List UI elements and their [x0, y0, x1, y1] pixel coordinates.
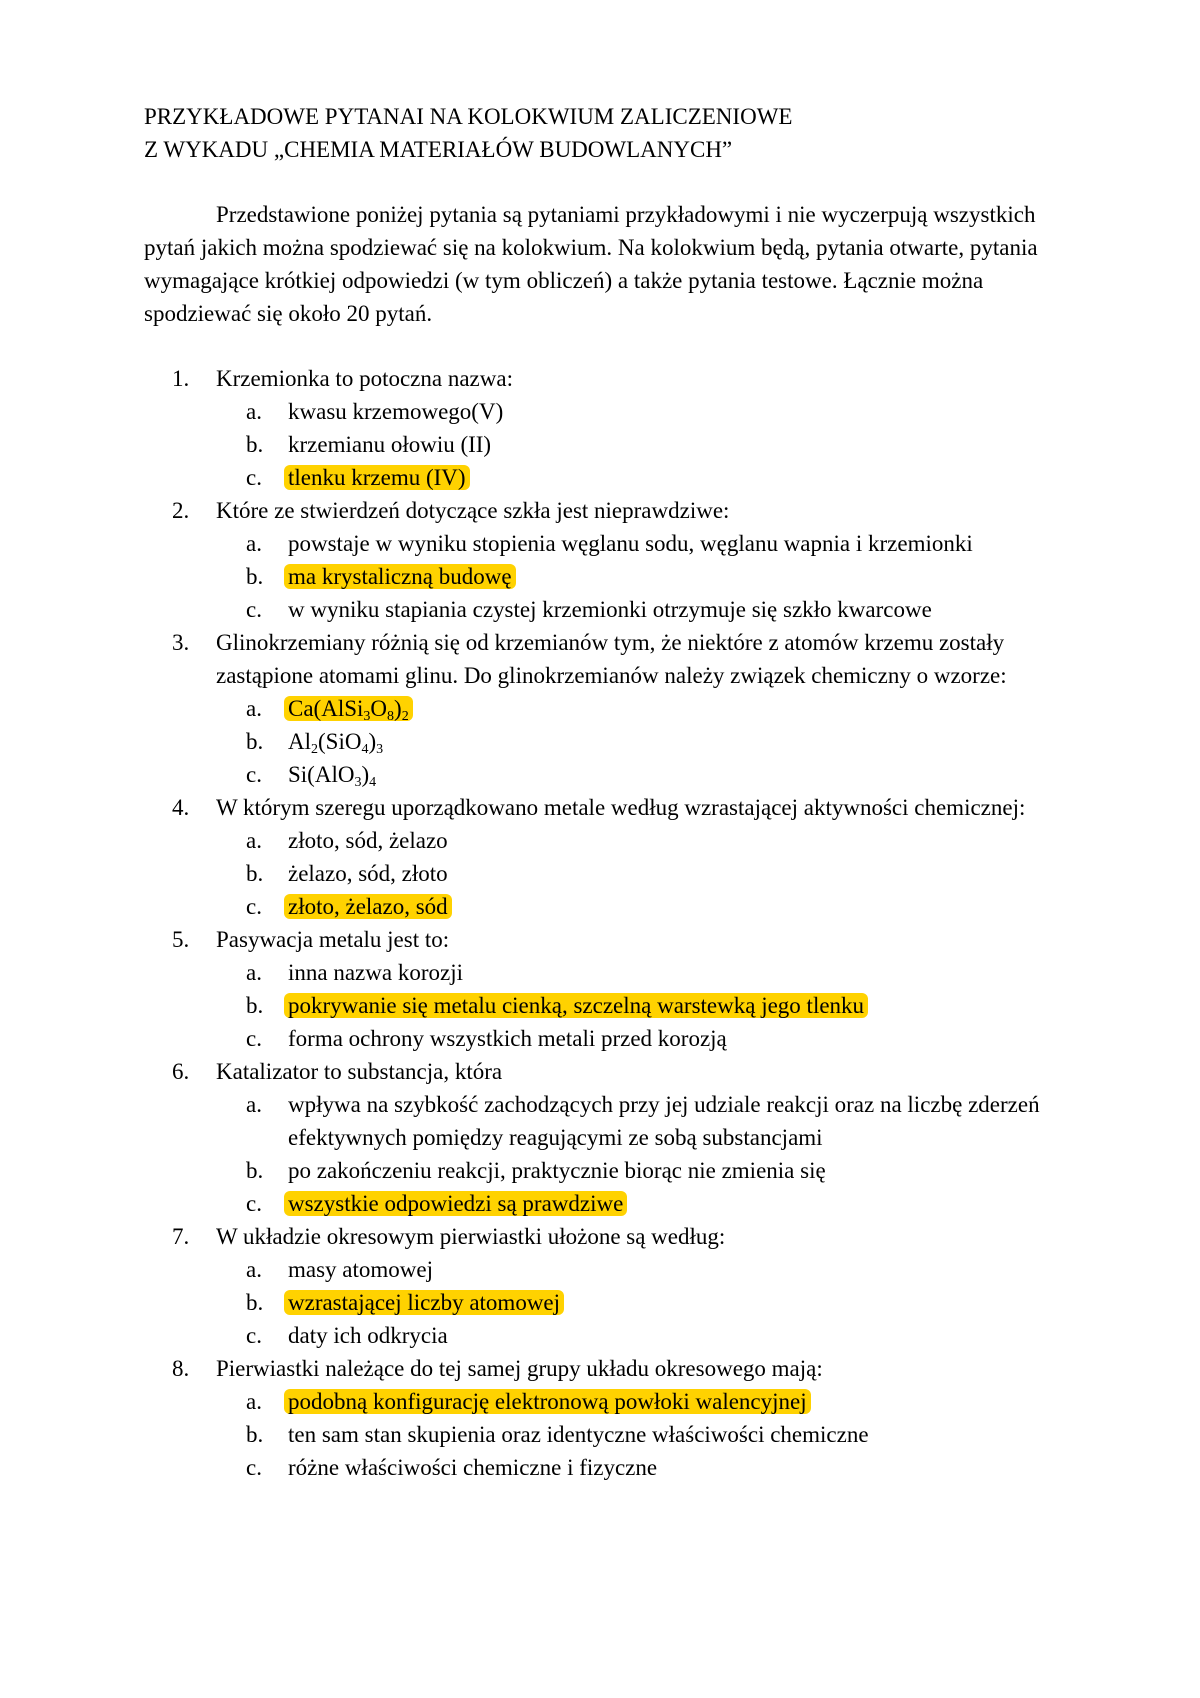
- answer-option: [216, 857, 1060, 890]
- answer-option: [216, 890, 1060, 923]
- question-list: [144, 362, 1060, 1484]
- question-number: 4.: [172, 795, 190, 820]
- answer-letter: b.: [246, 861, 264, 886]
- answer-letter: c.: [246, 597, 262, 622]
- answer-option: [216, 1418, 1060, 1451]
- question-text: Pierwiastki należące do tej samej grupy układu okresowego mają:: [216, 1356, 823, 1381]
- formula-subscript: 8: [387, 709, 395, 724]
- chemical-formula: [288, 729, 384, 757]
- answer-letter: c.: [246, 1191, 262, 1216]
- answer-option: [216, 461, 1060, 494]
- formula-subscript: 2: [401, 709, 409, 724]
- answer-list: [216, 1253, 1060, 1352]
- formula-part: (SiO: [318, 729, 362, 754]
- question-text: W układzie okresowym pierwiastki ułożone są według:: [216, 1224, 726, 1249]
- document-title: [144, 100, 1060, 166]
- intro-paragraph: Przedstawione poniżej pytania są pytaniami przykładowymi i nie wyczerpują wszystkich pytań jakich można spodziewać się na kolokwium. Na kolokwium będą, pytania otwarte, pytania wymagające krótkiej odpowiedzi (w tym obliczeń) a także pytania testowe. Łącznie można spodziewać się około 20 pytań.: [144, 202, 1038, 326]
- answer-option: [216, 1451, 1060, 1484]
- answer-text: krzemianu ołowiu (II): [288, 432, 492, 457]
- highlighted-answer-text: wzrastającej liczby atomowej: [284, 1290, 564, 1315]
- question-text: Pasywacja metalu jest to:: [216, 927, 450, 952]
- answer-list: [216, 1385, 1060, 1484]
- formula-part: Si(AlO: [288, 762, 355, 787]
- question-item: [144, 494, 1060, 626]
- answer-text: różne właściwości chemiczne i fizyczne: [288, 1455, 658, 1480]
- question-number: 6.: [172, 1059, 190, 1084]
- formula-part: Al: [288, 729, 311, 754]
- highlighted-answer-text: tlenku krzemu (IV): [284, 465, 470, 490]
- question-text: Które ze stwierdzeń dotyczące szkła jest nieprawdziwe:: [216, 498, 730, 523]
- answer-text: powstaje w wyniku stopienia węglanu sodu, węglanu wapnia i krzemionki: [288, 531, 973, 556]
- answer-letter: b.: [246, 1158, 264, 1183]
- answer-letter: c.: [246, 894, 262, 919]
- highlighted-chemical-formula: [284, 696, 413, 724]
- answer-text: ten sam stan skupienia oraz identyczne właściwości chemiczne: [288, 1422, 869, 1447]
- answer-option: [216, 1319, 1060, 1352]
- formula-part: ): [368, 729, 377, 754]
- highlighted-answer-text: podobną konfigurację elektronową powłoki walencyjnej: [284, 1389, 811, 1414]
- question-item: [144, 923, 1060, 1055]
- formula-subscript: 4: [369, 775, 377, 790]
- question-number: 8.: [172, 1356, 190, 1381]
- question-number: 7.: [172, 1224, 190, 1249]
- answer-option: [216, 824, 1060, 857]
- question-text: Katalizator to substancja, która: [216, 1059, 503, 1084]
- answer-letter: b.: [246, 432, 264, 457]
- answer-letter: c.: [246, 762, 262, 787]
- answer-letter: a.: [246, 1257, 262, 1282]
- answer-list: [216, 824, 1060, 923]
- answer-option: [216, 593, 1060, 626]
- answer-option: [216, 1286, 1060, 1319]
- answer-option: [216, 1253, 1060, 1286]
- answer-option: [216, 692, 1060, 725]
- answer-letter: a.: [246, 1092, 262, 1117]
- formula-part: ): [394, 696, 402, 721]
- answer-letter: b.: [246, 564, 264, 589]
- answer-letter: c.: [246, 465, 262, 490]
- answer-letter: a.: [246, 531, 262, 556]
- question-number: 3.: [172, 630, 190, 655]
- title-line-2: Z WYKADU „CHEMIA MATERIAŁÓW BUDOWLANYCH”: [144, 137, 733, 162]
- highlighted-answer-text: złoto, żelazo, sód: [284, 894, 452, 919]
- question-text: Glinokrzemiany różnią się od krzemianów tym, że niektóre z atomów krzemu zostały zastąpione atomami glinu. Do glinokrzemianów należy związek chemiczny o wzorze:: [216, 630, 1007, 688]
- answer-letter: b.: [246, 729, 264, 754]
- answer-option: [216, 560, 1060, 593]
- formula-subscript: 2: [311, 742, 318, 757]
- formula-part: ): [361, 762, 370, 787]
- answer-option: [216, 1154, 1060, 1187]
- formula-part: Ca(AlSi: [288, 696, 364, 721]
- answer-text: forma ochrony wszystkich metali przed korozją: [288, 1026, 727, 1051]
- question-item: [144, 362, 1060, 494]
- question-item: [144, 1220, 1060, 1352]
- answer-option: [216, 1022, 1060, 1055]
- answer-letter: b.: [246, 1290, 264, 1315]
- answer-letter: a.: [246, 960, 262, 985]
- answer-option: [216, 989, 1060, 1022]
- highlighted-answer-text: ma krystaliczną budowę: [284, 564, 516, 589]
- highlighted-answer-text: pokrywanie się metalu cienką, szczelną warstewką jego tlenku: [284, 993, 868, 1018]
- formula-subscript: 3: [376, 742, 384, 757]
- answer-letter: a.: [246, 399, 262, 424]
- formula-subscript: 3: [363, 709, 371, 724]
- answer-text: kwasu krzemowego(V): [288, 399, 504, 424]
- formula-subscript: 3: [354, 775, 362, 790]
- answer-option: [216, 758, 1060, 791]
- answer-letter: a.: [246, 696, 262, 721]
- answer-letter: c.: [246, 1455, 262, 1480]
- answer-list: [216, 527, 1060, 626]
- title-line-1: PRZYKŁADOWE PYTANAI NA KOLOKWIUM ZALICZENIOWE: [144, 104, 793, 129]
- answer-text: w wyniku stapiania czystej krzemionki otrzymuje się szkło kwarcowe: [288, 597, 932, 622]
- answer-list: [216, 956, 1060, 1055]
- answer-option: [216, 1385, 1060, 1418]
- answer-text: po zakończeniu reakcji, praktycznie biorąc nie zmienia się: [288, 1158, 826, 1183]
- answer-option: [216, 527, 1060, 560]
- answer-option: [216, 1187, 1060, 1220]
- answer-text: złoto, sód, żelazo: [288, 828, 448, 853]
- answer-letter: b.: [246, 993, 264, 1018]
- answer-letter: c.: [246, 1323, 262, 1348]
- question-number: 5.: [172, 927, 190, 952]
- question-item: [144, 626, 1060, 791]
- answer-letter: a.: [246, 828, 262, 853]
- answer-option: [216, 725, 1060, 758]
- question-item: [144, 1352, 1060, 1484]
- answer-text: wpływa na szybkość zachodzących przy jej udziale reakcji oraz na liczbę zderzeń efektywnych pomiędzy reagującymi ze sobą substancjami: [288, 1092, 1040, 1150]
- answer-text: inna nazwa korozji: [288, 960, 463, 985]
- answer-text: daty ich odkrycia: [288, 1323, 448, 1348]
- answer-option: [216, 395, 1060, 428]
- answer-letter: b.: [246, 1422, 264, 1447]
- formula-subscript: 4: [361, 742, 369, 757]
- answer-letter: c.: [246, 1026, 262, 1051]
- answer-option: [216, 1088, 1060, 1154]
- answer-text: żelazo, sód, złoto: [288, 861, 448, 886]
- question-item: [144, 791, 1060, 923]
- answer-option: [216, 428, 1060, 461]
- question-number: 2.: [172, 498, 190, 523]
- answer-list: [216, 692, 1060, 791]
- question-text: W którym szeregu uporządkowano metale według wzrastającej aktywności chemicznej:: [216, 795, 1026, 820]
- formula-part: O: [370, 696, 388, 721]
- answer-option: [216, 956, 1060, 989]
- answer-text: masy atomowej: [288, 1257, 433, 1282]
- chemical-formula: [288, 762, 377, 790]
- question-item: [144, 1055, 1060, 1220]
- answer-list: [216, 395, 1060, 494]
- answer-letter: a.: [246, 1389, 262, 1414]
- highlighted-answer-text: wszystkie odpowiedzi są prawdziwe: [284, 1191, 627, 1216]
- answer-list: [216, 1088, 1060, 1220]
- question-text: Krzemionka to potoczna nazwa:: [216, 366, 513, 391]
- question-number: 1.: [172, 366, 190, 391]
